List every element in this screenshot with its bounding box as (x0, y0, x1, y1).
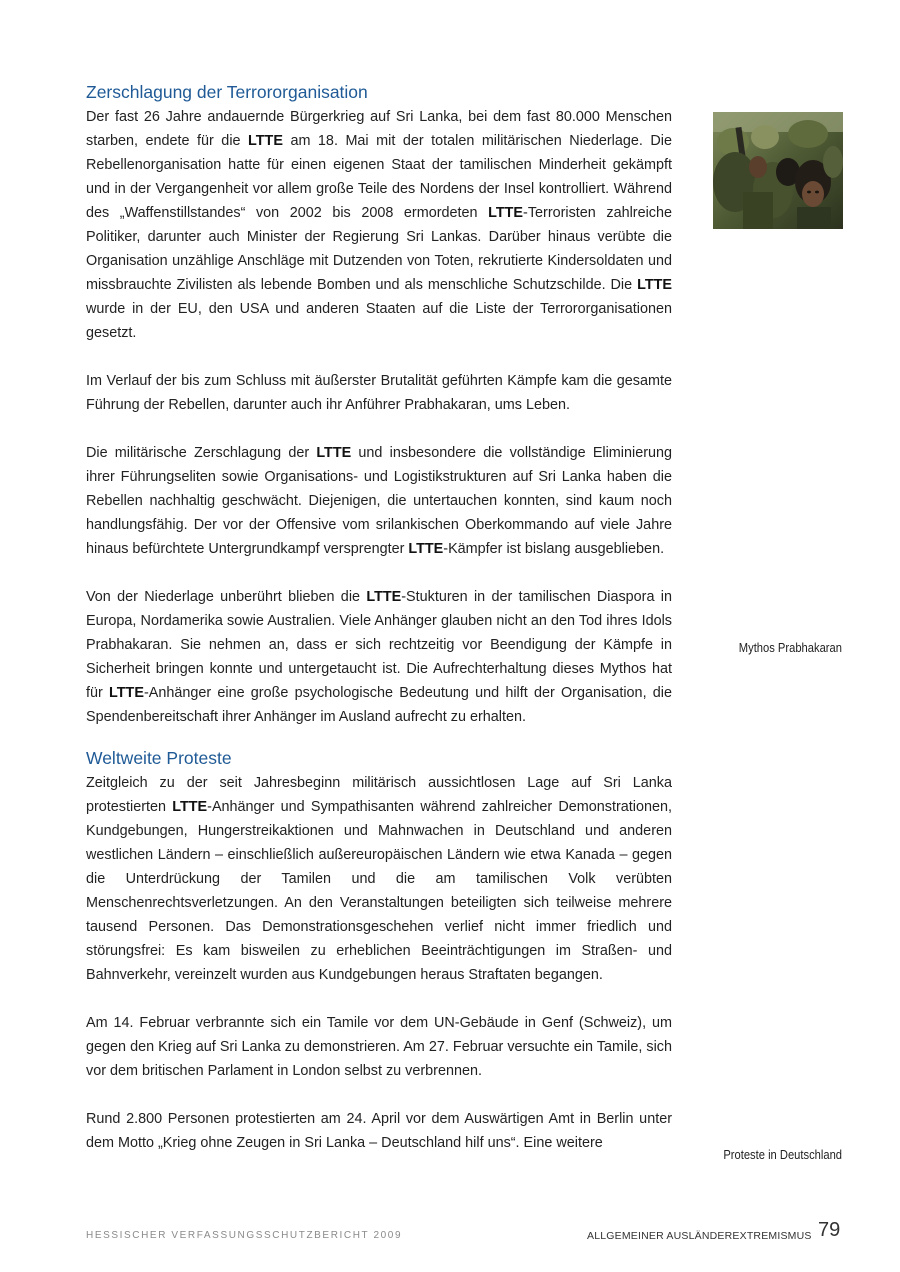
text-run: -Anhänger und Sympathisanten während zahlreicher Demonstrationen, Kundgebungen, Hungerstreikaktionen und Mahnwachen in Deutschland und anderen westlichen Ländern – einschließlich außereuropäischen Ländern wie etwa Kanada – gegen die Unterdrückung der Tamilen und die am tamilischen Volk verübten Menschenrechtsverletzungen. An den Veranstaltungen beteiligten sich teilweise mehrere tausend Personen. Das Demonstrationsgeschehen verlief nicht immer friedlich und störungsfrei: Es kam bisweilen zu erheblichen Beeinträchtigungen im Straßen- und Bahnverkehr, vereinzelt wurden aus Kundgebungen heraus Straftaten begangen. (86, 799, 672, 983)
section-heading: Zerschlagung der Terrororganisation (86, 82, 368, 102)
text-run: -Terroristen zahlreiche Politiker, darunter auch Minister der Regierung Sri Lankas. Darüber hinaus verübte die Organisation unzählige Anschläge mit Dutzenden von Toten, rekrutierte Kindersoldaten und missbrauchte Zivilisten als lebende Bomben und als menschliche Schutzschilde. Die (86, 205, 672, 293)
text-run: Am 14. Februar verbrannte sich ein Tamile vor dem UN-Gebäude in Genf (Schweiz), um gegen den Krieg auf Sri Lanka zu demonstrieren. Am 27. Februar versuchte ein Tamile, sich vor dem britischen Parlament in London selbst zu verbrennen. (86, 1015, 672, 1079)
paragraph (86, 585, 672, 729)
bold-term: LTTE (109, 685, 144, 701)
paragraph (86, 441, 672, 561)
photo-image (713, 112, 843, 229)
text-run: am 18. Mai mit der totalen militärischen Niederlage. Die Rebellenorganisation hatte für einen eigenen Staat der tamilischen Minderheit gekämpft und in der Vergangenheit vor allem große Teile des Nordens der Insel kontrolliert. Während des „Waffenstillstandes“ von 2002 bis 2008 ermordeten (86, 133, 672, 221)
paragraph (86, 369, 672, 417)
paragraph (86, 771, 672, 987)
text-run: und insbesondere die vollständige Eliminierung ihrer Führungseliten sowie Organisations- und Logistikstrukturen auf Sri Lanka haben die Rebellen nachhaltig geschwächt. Diejenigen, die untertauchen konnten, sind kaum noch handlungsfähig. Der vor der Offensive vom srilankischen Oberkommando auf viele Jahre hinaus befürchtete Untergrundkampf versprengter (86, 445, 673, 557)
main-column (86, 80, 672, 1155)
bold-term: LTTE (637, 277, 672, 293)
photo-ltte-fighters (713, 112, 843, 229)
margin-note-mythos: Mythos Prabhakaran (738, 640, 842, 655)
paragraph (86, 1011, 672, 1083)
bold-term: LTTE (316, 445, 352, 461)
text-run: wurde in der EU, den USA und anderen Staaten auf die Liste der Terrororganisationen gesetzt. (86, 301, 672, 341)
text-run: Rund 2.800 Personen protestierten am 24. April vor dem Auswärtigen Amt in Berlin unter dem Motto „Krieg ohne Zeugen in Sri Lanka – Deutschland hilf uns“. Eine weitere (86, 1111, 672, 1151)
bold-term: LTTE (172, 799, 208, 815)
text-run: Die militärische Zerschlagung der (86, 445, 317, 461)
paragraph (86, 1107, 672, 1155)
bold-term: LTTE (408, 541, 444, 557)
text-run: Der fast 26 Jahre andauernde Bürgerkrieg auf Sri Lanka, bei dem fast 80.000 Menschen starben, endete für die (86, 109, 672, 149)
text-run: Im Verlauf der bis zum Schluss mit äußerster Brutalität geführten Kämpfe kam die gesamte Führung der Rebellen, darunter auch ihr Anführer Prabhakaran, ums Leben. (86, 373, 672, 413)
bold-term: LTTE (248, 133, 283, 149)
margin-note-proteste: Proteste in Deutschland (723, 1147, 842, 1162)
footer-publication-title: HESSISCHER VERFASSUNGSSCHUTZBERICHT 2009 (86, 1230, 403, 1241)
paragraph (86, 105, 672, 345)
section-heading: Weltweite Proteste (86, 748, 232, 768)
bold-term: LTTE (366, 589, 402, 605)
text-run: Zeitgleich zu der seit Jahresbeginn militärisch aussichtlosen Lage auf Sri Lanka protestierten (86, 775, 672, 815)
text-run: Von der Niederlage unberührt blieben die (86, 589, 367, 605)
text-run: -Anhänger eine große psychologische Bedeutung und hilft der Organisation, die Spendenbereitschaft ihrer Anhänger im Ausland aufrecht zu erhalten. (86, 685, 672, 725)
bold-term: LTTE (488, 205, 524, 221)
page-number: 79 (818, 1219, 841, 1241)
footer-chapter-title: ALLGEMEINER AUSLÄNDEREXTREMISMUS (587, 1230, 812, 1242)
text-run: -Stukturen in der tamilischen Diaspora in Europa, Nordamerika sowie Australien. Viele Anhänger glauben nicht an den Tod ihres Idols Prabhakaran. Sie nehmen an, dass er sich rechtzeitig vor Beendigung der Kämpfe in Sicherheit bringen konnte und untergetaucht ist. Die Aufrechterhaltung dieses Mythos hat für (86, 589, 672, 701)
text-run: -Kämpfer ist bislang ausgeblieben. (443, 541, 665, 557)
